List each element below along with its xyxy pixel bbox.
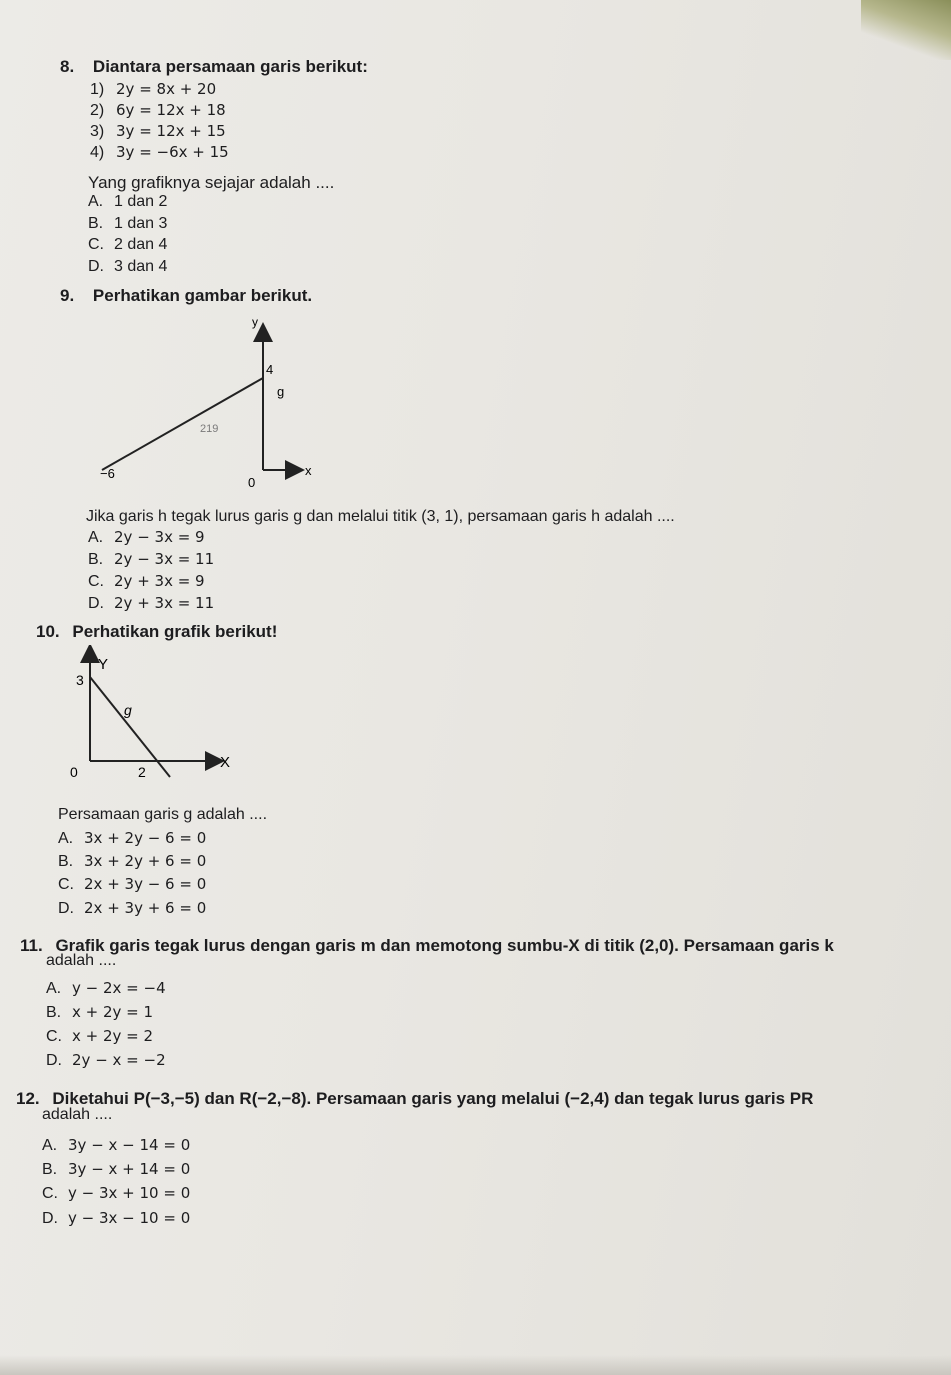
q8-item-2: 2) 6y = 12x + 18 [90, 101, 226, 119]
q8-option-a[interactable]: A. 1 dan 2 [88, 193, 168, 210]
q12-option-a[interactable]: A. 3y − x − 14 = 0 [42, 1136, 191, 1154]
q10-y-label: Y [98, 656, 109, 673]
q11-question-cont: adalah .... [46, 952, 117, 969]
q11-option-a[interactable]: A. y − 2x = −4 [46, 979, 166, 997]
q8-number: 8. [60, 57, 75, 76]
q11-option-d[interactable]: D. 2y − x = −2 [46, 1051, 166, 1069]
q12-option-d[interactable]: D. y − 3x − 10 = 0 [42, 1209, 191, 1227]
q12-number: 12. [16, 1089, 40, 1108]
q8-item-3: 3) 3y = 12x + 15 [90, 122, 226, 140]
q10-graph [60, 645, 250, 785]
q9-prompt: Jika garis h tegak lurus garis g dan melalui titik (3, 1), persamaan garis h adalah .... [86, 508, 675, 525]
q11-question: Grafik garis tegak lurus dengan garis m dan memotong sumbu-X di titik (2,0). Persamaan garis k [55, 936, 834, 955]
q10-question: Perhatikan grafik berikut! [72, 622, 278, 641]
q10-y-tick: 3 [76, 672, 84, 688]
q9-option-c[interactable]: C. 2y + 3x = 9 [88, 572, 205, 590]
q9-handwritten-mark: 219 [200, 423, 219, 435]
q10-line-label: g [124, 702, 132, 718]
q9-header [60, 286, 312, 306]
q10-x-tick: 2 [138, 764, 146, 780]
q8-option-d[interactable]: D. 3 dan 4 [88, 258, 168, 275]
q9-graph [80, 310, 330, 500]
q9-option-b[interactable]: B. 2y − 3x = 11 [88, 550, 215, 568]
q12-question: Diketahui P(−3,−5) dan R(−2,−8). Persamaan garis yang melalui (−2,4) dan tegak lurus garis PR [52, 1089, 814, 1108]
q10-origin: 0 [70, 764, 78, 780]
q10-option-d[interactable]: D. 2x + 3y + 6 = 0 [58, 899, 207, 917]
q8-item-4: 4) 3y = −6x + 15 [90, 143, 229, 161]
q11-option-b[interactable]: B. x + 2y = 1 [46, 1003, 154, 1021]
q9-question: Perhatikan gambar berikut. [92, 286, 313, 305]
q9-option-a[interactable]: A. 2y − 3x = 9 [88, 528, 205, 546]
q8-option-b[interactable]: B. 1 dan 3 [88, 215, 168, 232]
q10-number: 10. [36, 622, 60, 641]
q8-question: Diantara persamaan garis berikut: [92, 57, 368, 76]
q11-number: 11. [20, 936, 43, 955]
q9-line-label: g [277, 384, 285, 399]
q9-option-d[interactable]: D. 2y + 3x = 11 [88, 594, 215, 612]
q12-header [16, 1089, 813, 1109]
q10-option-c[interactable]: C. 2x + 3y − 6 = 0 [58, 875, 207, 893]
q10-option-a[interactable]: A. 3x + 2y − 6 = 0 [58, 829, 207, 847]
q8-option-c[interactable]: C. 2 dan 4 [88, 236, 168, 253]
q12-option-b[interactable]: B. 3y − x + 14 = 0 [42, 1160, 191, 1178]
q9-number: 9. [60, 286, 75, 305]
q10-header [36, 622, 277, 642]
q9-origin: 0 [248, 475, 256, 490]
q12-question-cont: adalah .... [42, 1106, 113, 1123]
q11-option-c[interactable]: C. x + 2y = 2 [46, 1027, 154, 1045]
q9-line-g [102, 378, 263, 470]
q9-x-tick: −6 [100, 466, 115, 481]
q9-x-label: x [305, 463, 312, 478]
q8-prompt: Yang grafiknya sejajar adalah .... [88, 173, 335, 192]
q12-option-c[interactable]: C. y − 3x + 10 = 0 [42, 1184, 191, 1202]
q10-option-b[interactable]: B. 3x + 2y + 6 = 0 [58, 852, 207, 870]
page-bottom-shadow [0, 1355, 951, 1375]
q9-y-label: y [252, 315, 258, 329]
q11-header [20, 936, 834, 956]
q9-y-tick: 4 [266, 362, 274, 377]
q8-header [60, 57, 368, 77]
q8-item-1: 1) 2y = 8x + 20 [90, 80, 217, 98]
q10-prompt: Persamaan garis g adalah .... [58, 806, 268, 823]
q10-x-label: X [220, 754, 231, 771]
page-corner-shadow [861, 0, 951, 60]
